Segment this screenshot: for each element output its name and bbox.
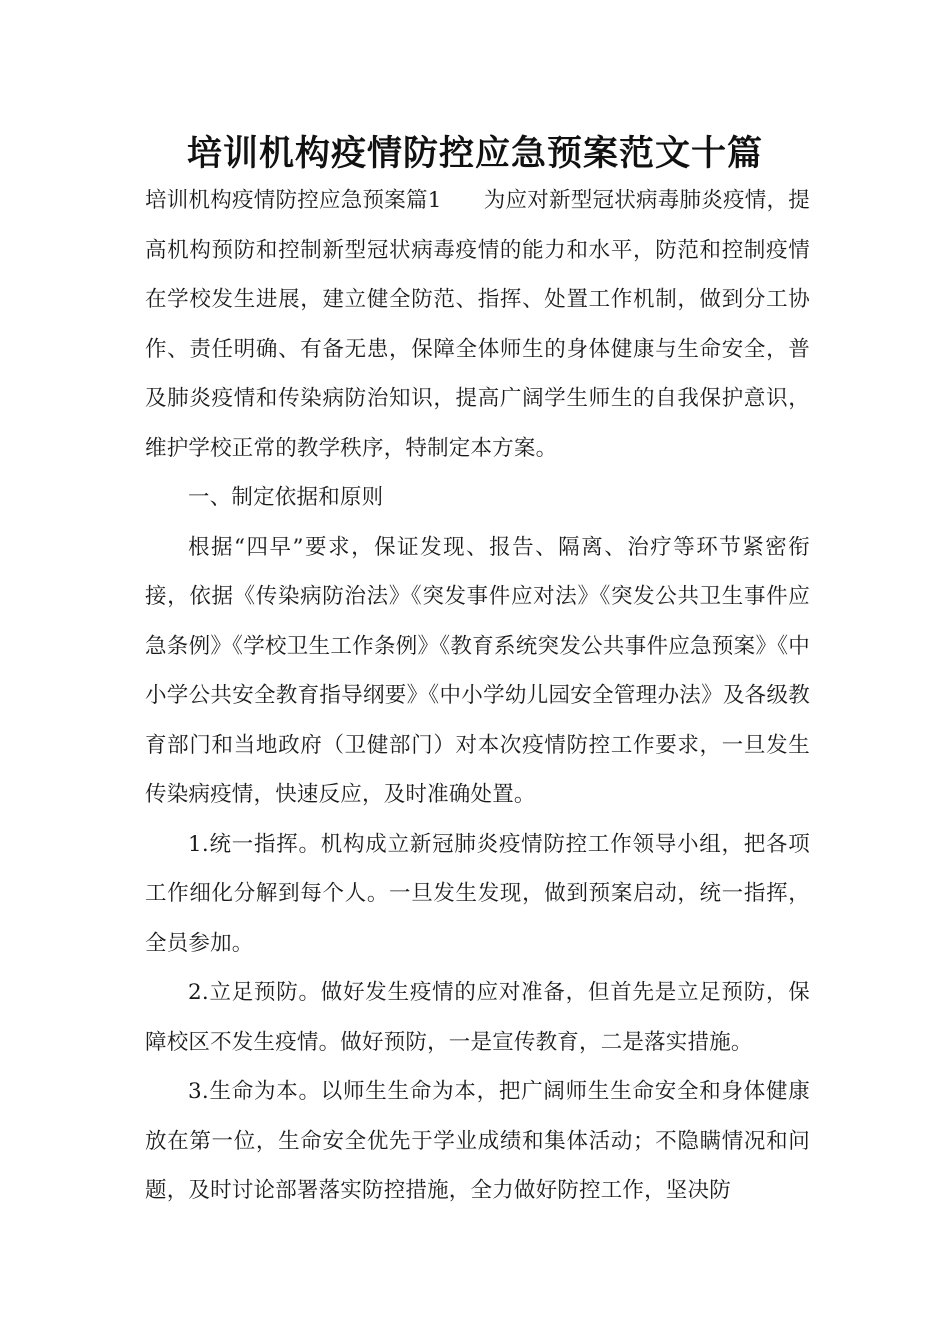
intro-paragraph — [145, 176, 810, 473]
paragraph-basis: 根据“四早”要求，保证发现、报告、隔离、治疗等环节紧密衔接，依据《传染病防治法》《突发事件应对法》《突发公共卫生事件应急条例》《学校卫生工作条例》《教育系统突发公共事件应急预案》《中小学公共安全教育指导纲要》《中小学幼儿园安全管理办法》及各级教育部门和当地政府（卫健部门）对本次疫情防控工作要求，一旦发生传染病疫情，快速反应，及时准确处置。 — [145, 534, 810, 807]
document-body — [145, 176, 810, 1216]
intro-label: 培训机构疫情防控应急预案篇1 — [145, 188, 442, 213]
intro-text: 为应对新型冠状病毒肺炎疫情，提高机构预防和控制新型冠状病毒疫情的能力和水平，防范和控制疫情在学校发生进展，建立健全防范、指挥、处置工作机制，做到分工协作、责任明确、有备无患，保障全体师生的身体健康与生命安全，普及肺炎疫情和传染病防治知识，提高广阔学生师生的自我保护意识，维护学校正常的教学秩序，特制定本方案。 — [145, 188, 810, 461]
paragraph-prevention: 2.立足预防。做好发生疫情的应对准备，但首先是立足预防，保障校区不发生疫情。做好预防，一是宣传教育，二是落实措施。 — [145, 980, 810, 1055]
section-heading: 一、制定依据和原则 — [188, 485, 384, 510]
document-title: 培训机构疫情防控应急预案范文十篇 — [186, 134, 763, 174]
paragraph-life-first: 3.生命为本。以师生生命为本，把广阔师生生命安全和身体健康放在第一位，生命安全优先于学业成绩和集体活动；不隐瞒情况和问题，及时讨论部署落实防控措施，全力做好防控工作，坚决防 — [145, 1079, 810, 1203]
paragraph-unified-command: 1.统一指挥。机构成立新冠肺炎疫情防控工作领导小组，把各项工作细化分解到每个人。一旦发生发现，做到预案启动，统一指挥，全员参加。 — [145, 831, 810, 956]
